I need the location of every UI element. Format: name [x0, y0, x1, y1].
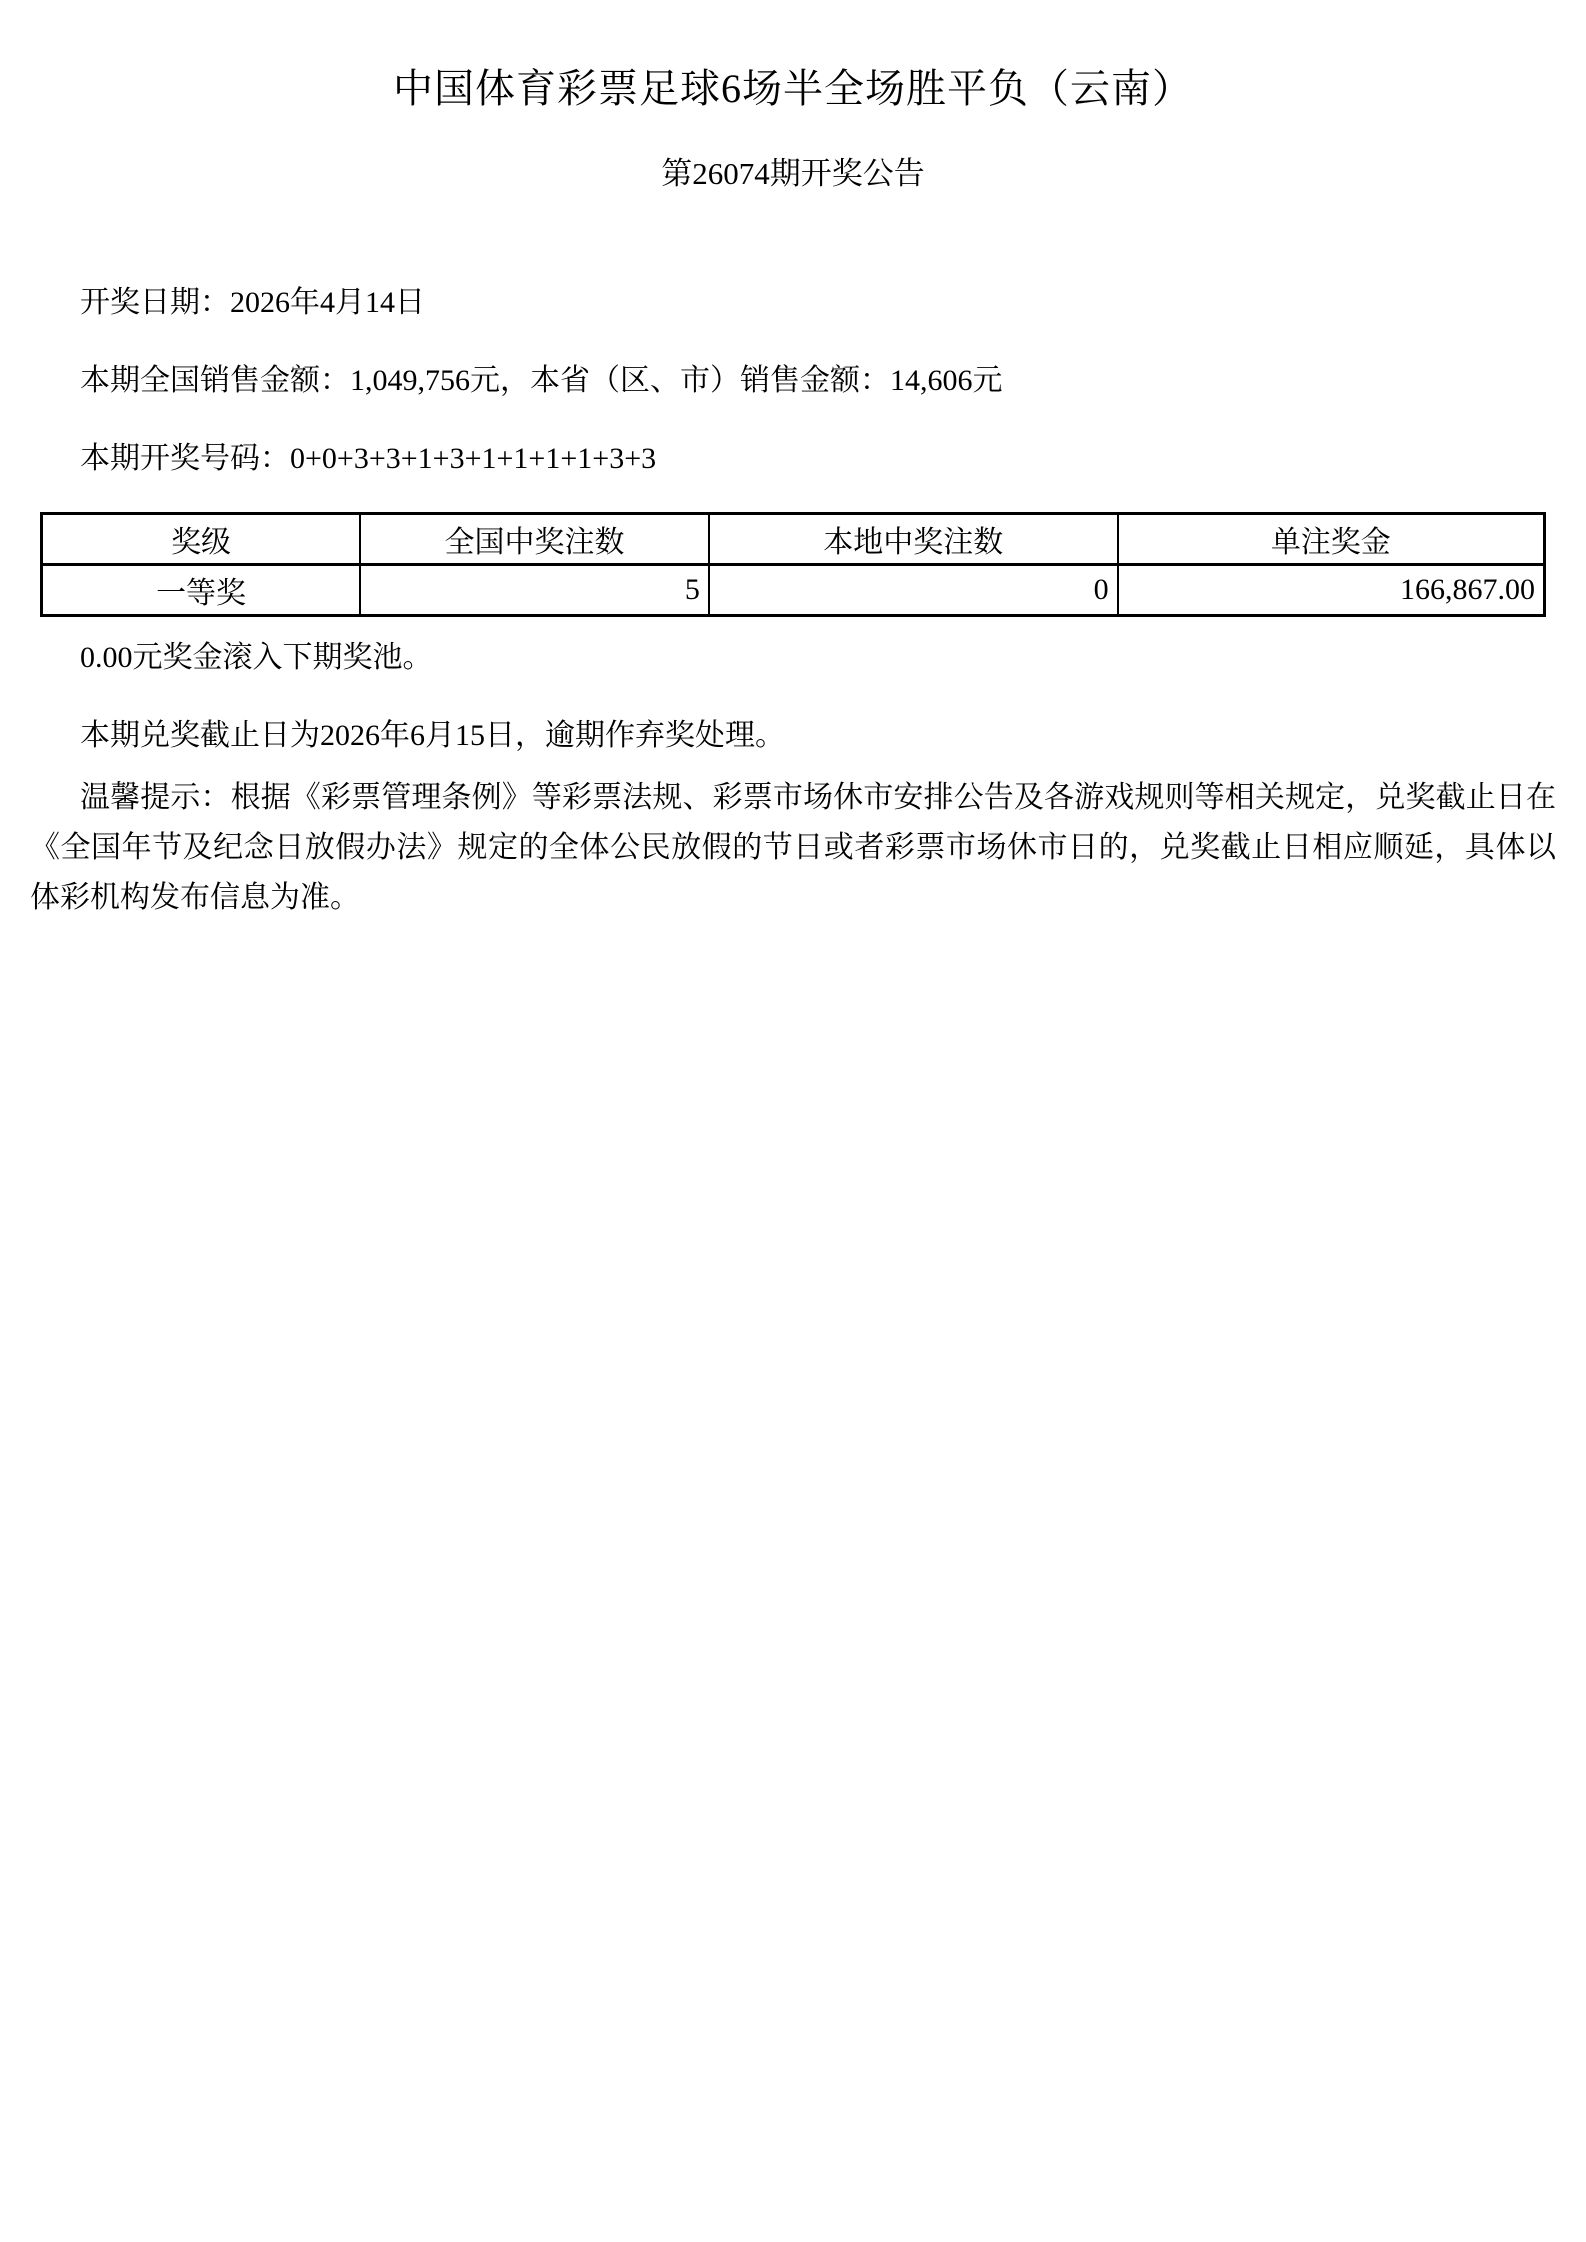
issue-subtitle: 第26074期开奖公告 — [661, 156, 925, 191]
rollover-note: 0.00元奖金滚入下期奖池。 — [80, 641, 433, 675]
draw-date-line: 开奖日期：2026年4月14日 — [80, 286, 425, 320]
header-prize-per-bet: 单注奖金 — [1118, 514, 1545, 565]
cell-local-winners: 0 — [709, 565, 1118, 616]
tips-note: 温馨提示：根据《彩票管理条例》等彩票法规、彩票市场休市安排公告及各游戏规则等相关规定，兑奖截止日在《全国年节及纪念日放假办法》规定的全体公民放假的节日或者彩票市场休市日的，兑奖截止日相应顺延，具体以体彩机构发布信息为准。 — [30, 781, 1556, 915]
sales-amount-line: 本期全国销售金额：1,049,756元，本省（区、市）销售金额：14,606元 — [80, 364, 1003, 398]
prize-table-header — [42, 514, 1545, 565]
table-row — [42, 565, 1545, 616]
winning-numbers-line: 本期开奖号码：0+0+3+3+1+3+1+1+1+1+3+3 — [80, 442, 657, 476]
cell-prize-level: 一等奖 — [42, 565, 361, 616]
cell-prize-per-bet: 166,867.00 — [1118, 565, 1545, 616]
redeem-deadline-note: 本期兑奖截止日为2026年6月15日，逾期作弃奖处理。 — [80, 719, 785, 753]
prize-table-body — [42, 565, 1545, 616]
header-prize-level: 奖级 — [42, 514, 361, 565]
prize-table — [40, 512, 1546, 617]
page-title: 中国体育彩票足球6场半全场胜平负（云南） — [393, 66, 1193, 111]
header-national-winners: 全国中奖注数 — [360, 514, 709, 565]
header-local-winners: 本地中奖注数 — [709, 514, 1118, 565]
table-header-row — [42, 514, 1545, 565]
cell-national-winners: 5 — [360, 565, 709, 616]
